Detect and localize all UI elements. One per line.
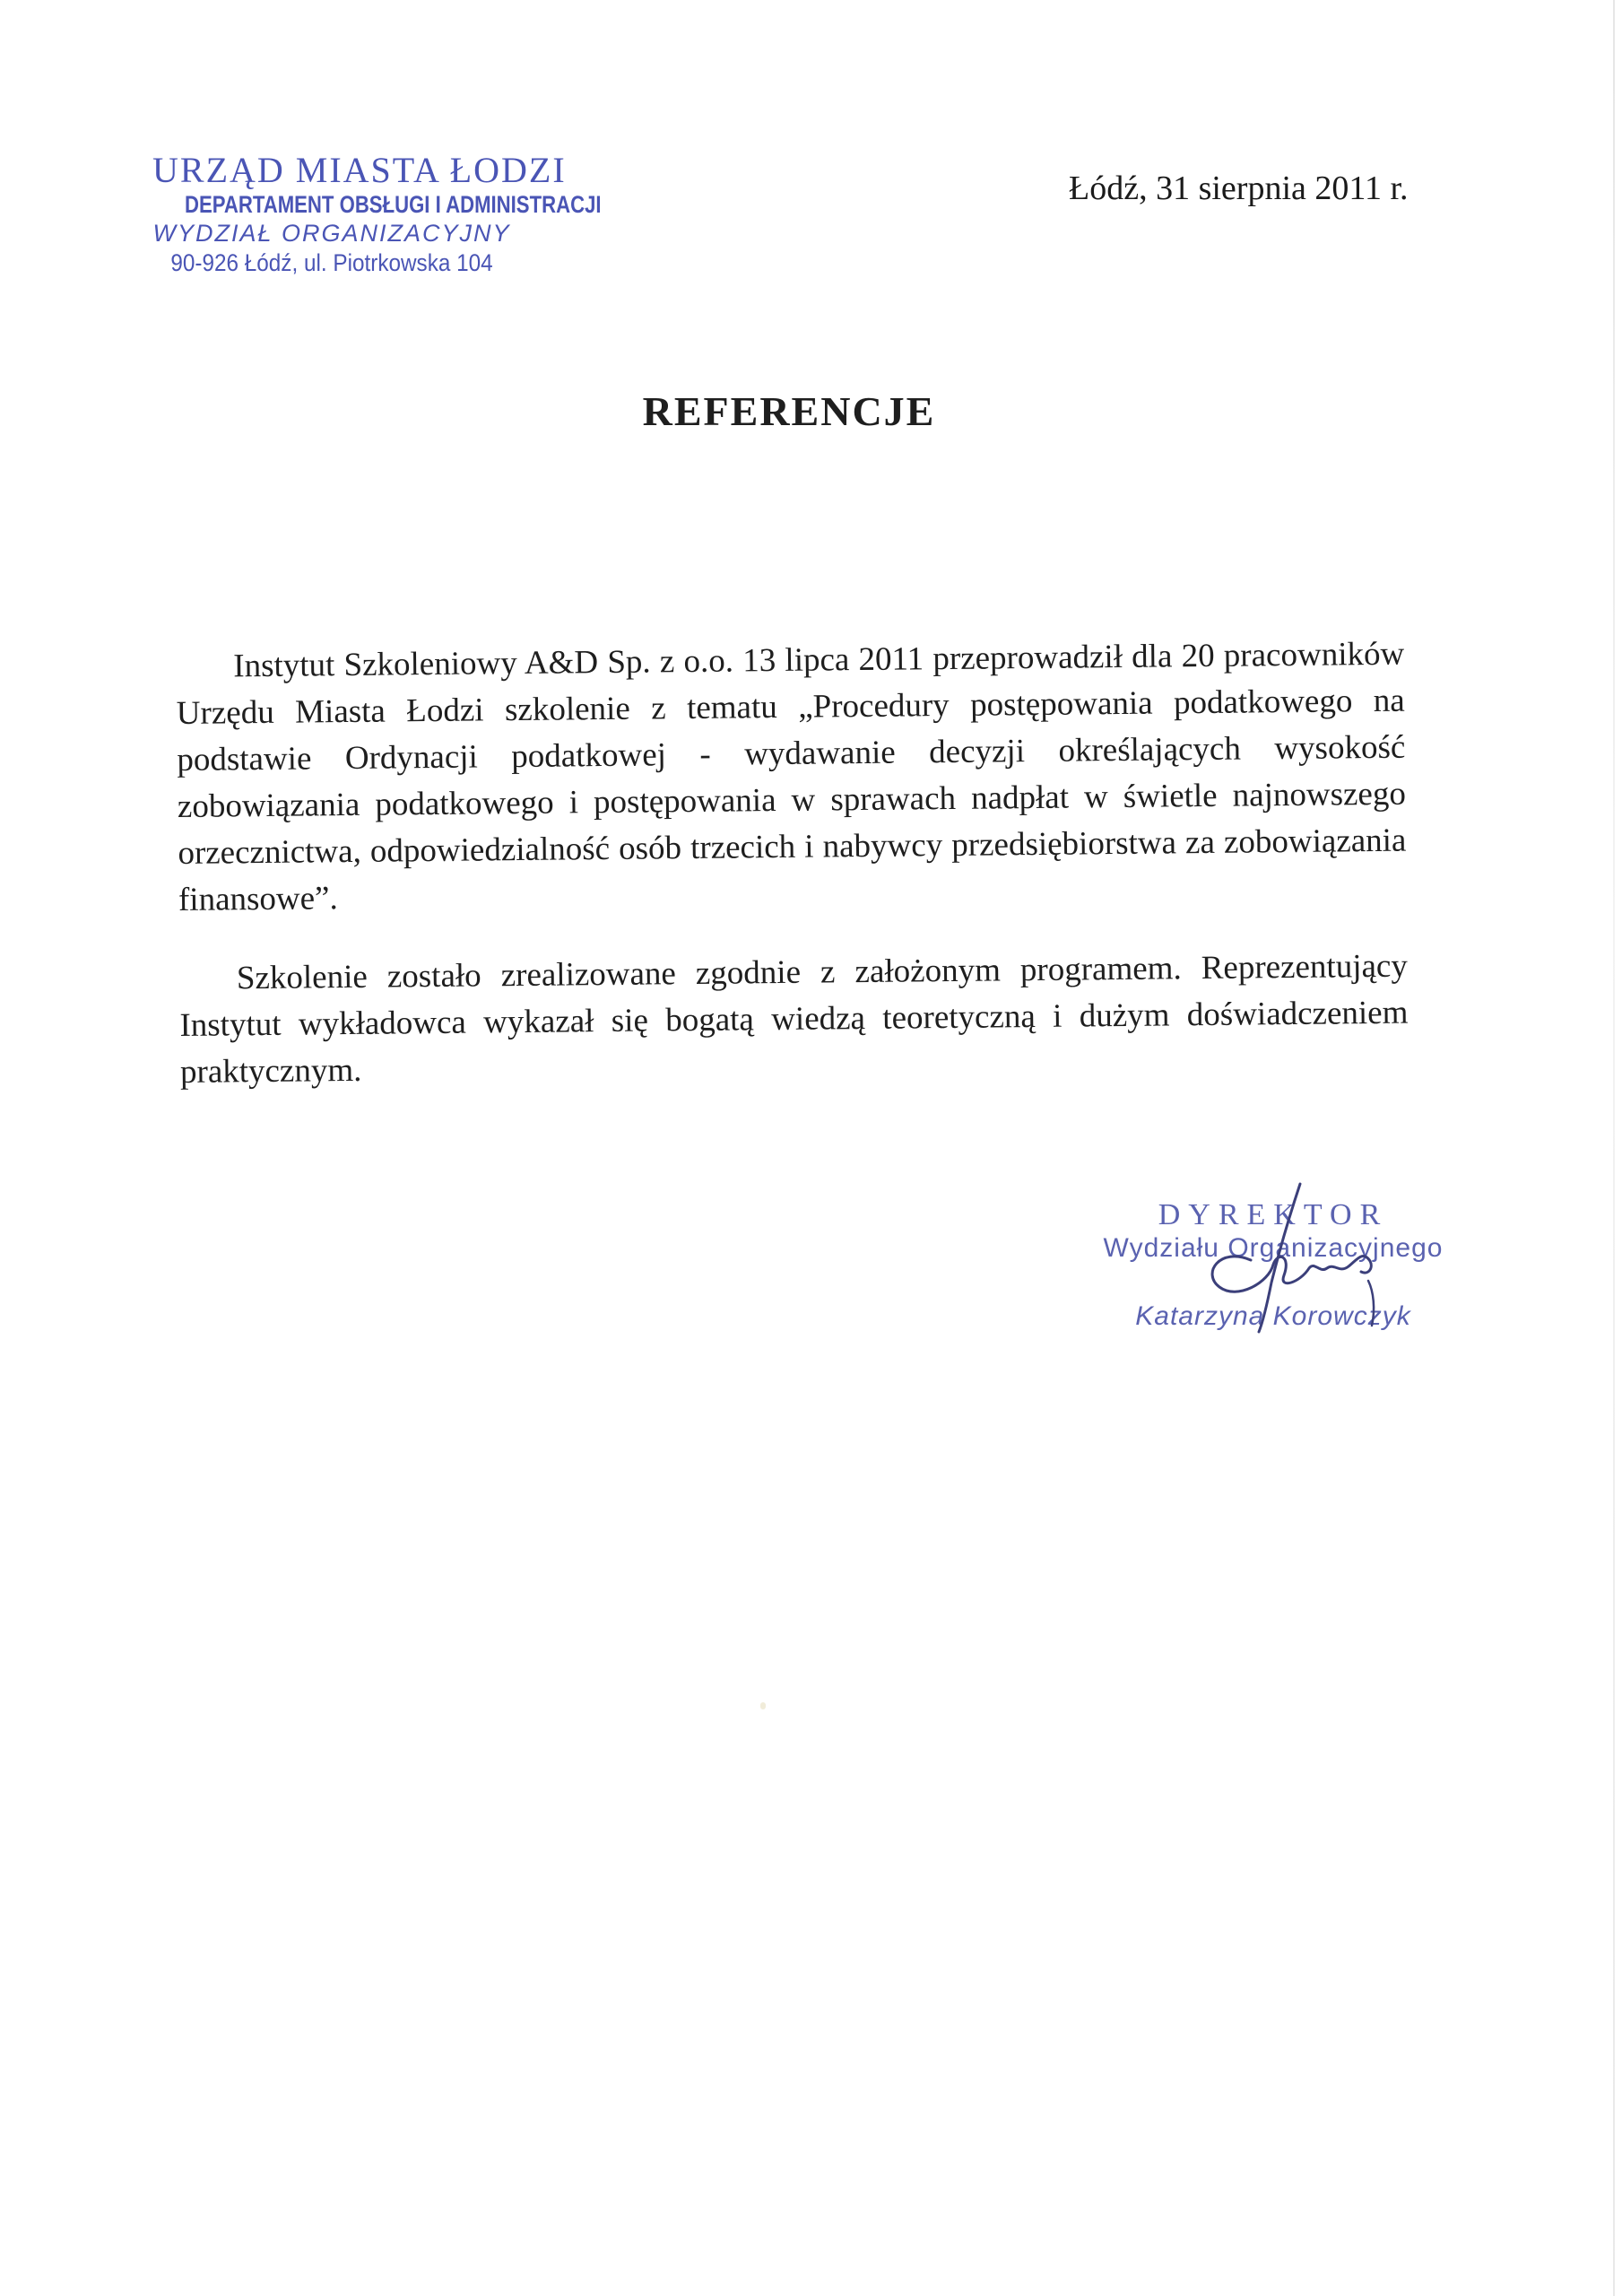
handwritten-signature-icon [1166,1175,1453,1336]
document-body [176,631,1409,1128]
office-stamp [152,150,602,278]
scan-edge [1613,0,1615,2296]
document-date: Łódź, 31 sierpnia 2011 r. [1069,170,1409,207]
stamp-office-name: URZĄD MIASTA ŁODZI [152,150,567,190]
body-paragraph-1: Instytut Szkoleniowy A&D Sp. z o.o. 13 lipca 2011 przeprowadził dla 20 pracowników Urzędu Miasta Łodzi szkolenie z tematu „Procedury postępowania podatkowego na podstawie Ordynacji podatkowej - wydawanie decyzji określających wysokość zobowiązania podatkowego i postępowania w sprawach nadpłat w świetle najnowszego orzecznictwa, odpowiedzialność osób trzecich i nabywcy przedsiębiorstwa za zobowiązania finansowe”. [176,635,1407,918]
stamp-address: 90-926 Łódź, ul. Piotrkowska 104 [170,249,493,276]
signature-name: Katarzyna Korowczyk [1135,1301,1411,1331]
document-title: REFERENCJE [642,388,936,434]
body-paragraph-2: Szkolenie zostało zrealizowane zgodnie z założonym programem. Reprezentujący Instytut wykładowca wykazał się bogatą wiedzą teoretyczną i dużym doświadczeniem praktycznym. [179,947,1409,1091]
stamp-department: DEPARTAMENT OBSŁUGI I ADMINISTRACJI [185,191,602,218]
signature-unit: Wydziału Organizacyjnego [1103,1233,1444,1263]
stamp-division: WYDZIAŁ ORGANIZACYJNY [152,220,511,247]
scan-speck [760,1702,766,1709]
signature-role: DYREKTOR [1158,1198,1389,1231]
